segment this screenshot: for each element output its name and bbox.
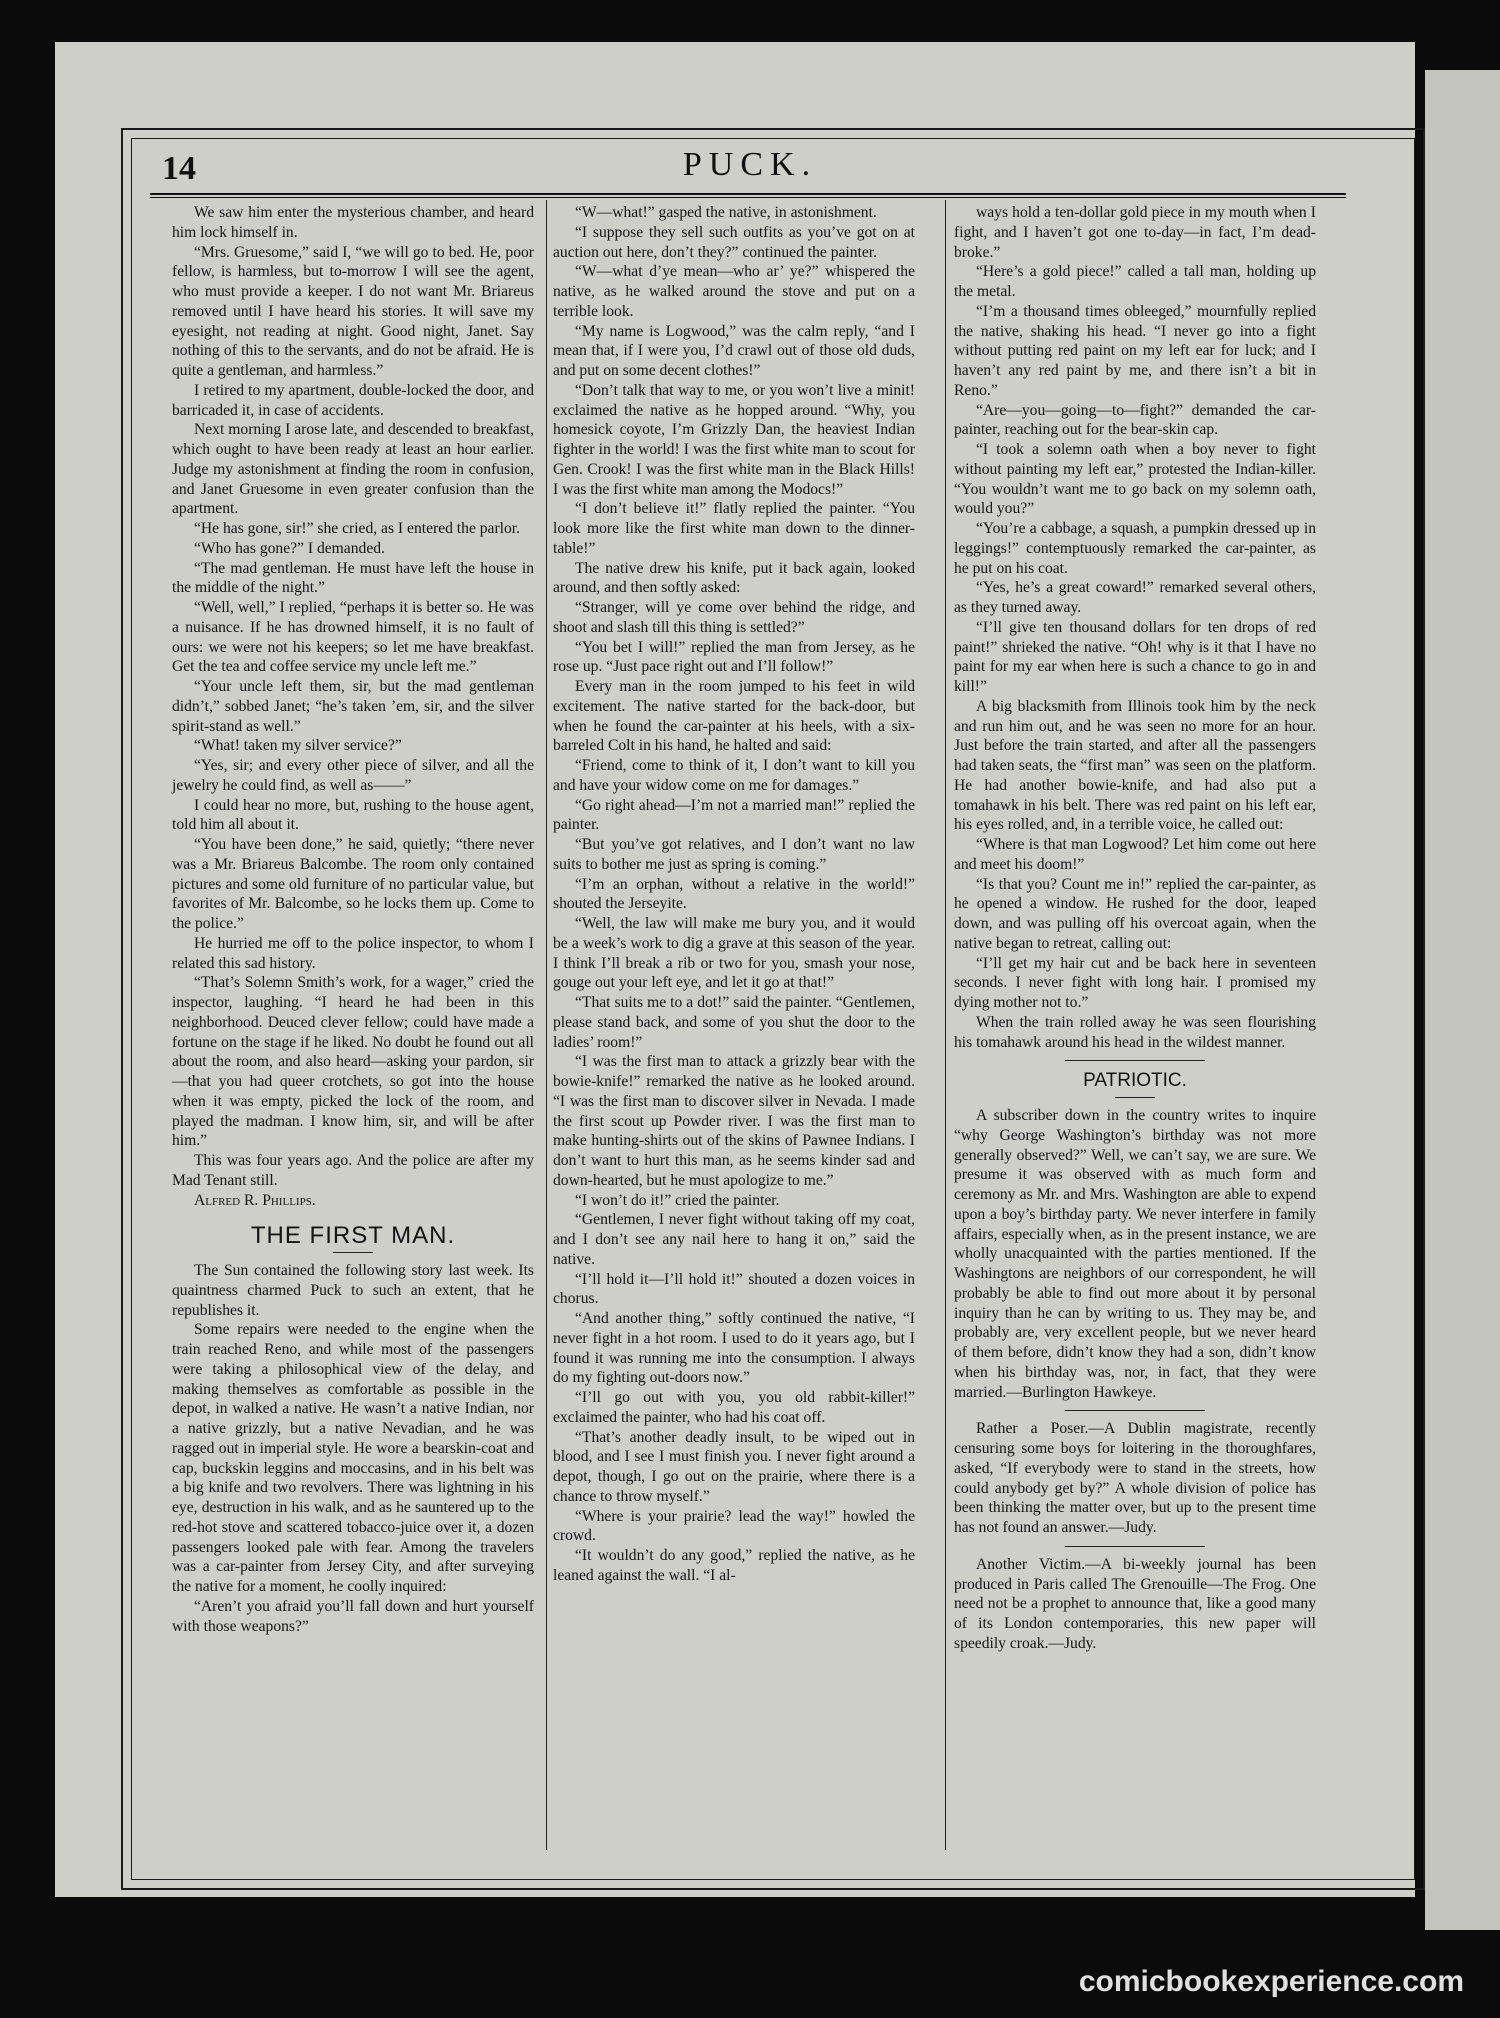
- paragraph: “My name is Logwood,” was the calm reply, “and I mean that, if I were you, I’d crawl out of those old duds, and put on some decent clothes!”: [553, 322, 915, 379]
- paragraph: “Well, well,” I replied, “perhaps it is better so. He was a nuisance. If he has drowned himself, it is no fault of ours: we were not his keepers; so let me have breakfast. Get the tea and coffee service my uncle left me.”: [172, 599, 534, 676]
- patriotic-text: A subscriber down in the country writes to inquire “why George Washington’s birthday was not more generally observed?” Well, we can’t say, we are sure. We presume it was observed with as much form and ceremony as Mr. and Mrs. Washington are able to expend upon a boy’s birthday party. We never interfere in family affairs, especially when, as in the present instance, we are wholly unacquainted with the parties mentioned. If the Washingtons are neighbors of our correspondent, he will probably be able to find out more about it by personal inquiry than he can by writing to us. They may be, and probably are, very excellent people, but we never heard of them before, didn’t know they had a son, didn’t know when his birthday was, nor, in fact, that they were married.—Burlington Hawkeye.: [954, 1107, 1316, 1401]
- paragraph: “Go right ahead—I’m not a married man!” replied the painter.: [553, 796, 915, 834]
- paragraph: A big blacksmith from Illinois took him by the neck and run him out, and he was seen no more for an hour. Just before the train started, and after all the passengers had taken seats, the “first man” was seen on the platform. He had another bowie-knife, and had also put a tomahawk in his belt. There was red paint on his left ear, his eyes rolled, and, in a terrible voice, he called out:: [954, 697, 1316, 834]
- paragraph: “Aren’t you afraid you’ll fall down and hurt yourself with those weapons?”: [172, 1597, 534, 1635]
- paragraph: “Where is that man Logwood? Let him come out here and meet his doom!”: [954, 836, 1316, 873]
- paragraph: “Friend, come to think of it, I don’t want to kill you and have your widow come on me for damages.”: [553, 757, 915, 794]
- paragraph: “I won’t do it!” cried the painter.: [575, 1191, 780, 1209]
- paragraph: The native drew his knife, put it back again, looked around, and then softly asked:: [553, 559, 915, 597]
- header-rule: [150, 193, 1346, 195]
- paragraph: “Here’s a gold piece!” called a tall man, holding up the metal.: [954, 263, 1316, 300]
- header-rule-thin: [150, 197, 1346, 198]
- paragraph: “Are—you—going—to—fight?” demanded the car-painter, reaching out for the bear-skin cap.: [954, 401, 1316, 439]
- column-3: [954, 203, 1316, 1654]
- paragraph: He hurried me off to the police inspector, to whom I related this sad history.: [172, 934, 534, 972]
- paragraph: “Is that you? Count me in!” replied the car-painter, as he opened a window. He rushed for the door, leaped down, and was pulling off his overcoat again, when the native began to retreat, calling out:: [954, 875, 1316, 952]
- another-victim-text: Another Victim.—A bi-weekly journal has been produced in Paris called The Grenouille—The Frog. One need not be a prophet to announce that, like a good many of its London contemporaries, this new paper will speedily croak.—Judy.: [954, 1555, 1316, 1652]
- paragraph: “I’m a thousand times obleeged,” mournfully replied the native, shaking his head. “I never go into a fight without putting red paint on my left ear for luck; and I haven’t any red paint by me, and there isn’t a bit in Reno.”: [954, 302, 1316, 399]
- paragraph: “I was the first man to attack a grizzly bear with the bowie-knife!” remarked the native as he looked around. “I was the first man to discover silver in Nevada. I made the first scout up Powder river. I was the first man to make hunting-shirts out of the skins of Pawnee Indians. I don’t want to hurt this man, as he seems kinder sad and down-hearted, but he must apologize to me.”: [553, 1053, 915, 1189]
- paragraph: “I’ll get my hair cut and be back here in seventeen seconds. I never fight with long hair. I promised my dying mother not to.”: [954, 954, 1316, 1011]
- paragraph: “Well, the law will make me bury you, and it would be a week’s work to dig a grave at this season of the year. I think I’ll break a rib or two for you, smash your nose, gouge out your left eye, and let it go at that!”: [553, 915, 915, 992]
- paragraph: ways hold a ten-dollar gold piece in my mouth when I fight, and I haven’t got one to-day—in fact, I’m dead-broke.”: [954, 204, 1316, 261]
- paragraph: “I’ll give ten thousand dollars for ten drops of red paint!” shrieked the native. “Oh! why is it that I have no paint for my ear when here is such a chance to go in and kill!”: [954, 618, 1316, 695]
- title-rule: [1115, 1097, 1155, 1098]
- paragraph: “Don’t talk that way to me, or you won’t live a minit! exclaimed the native as he hopped around. “Why, you homesick coyote, I’m Grizzly Dan, the heaviest Indian fighter in the world! I was the first white man to scout for Gen. Crook! I was the first white man in the Black Hills! I was the first white man among the Modocs!”: [553, 381, 915, 498]
- paragraph: “Gentlemen, I never fight without taking off my coat, and I don’t see any nail here to hang it on,” said the native.: [553, 1211, 915, 1268]
- paragraph: Next morning I arose late, and descended to breakfast, which ought to have been ready at least an hour earlier. Judge my astonishment at finding the room in confusion, and Janet Gruesome in even greater confusion than the apartment.: [172, 421, 534, 518]
- article-title-first-man: THE FIRST MAN.: [250, 1222, 456, 1250]
- paragraph: “That’s another deadly insult, to be wiped out in blood, and I see I must finish you. I never fight around a depot, though, I go out on the prairie, where there is a chance to throw myself.”: [553, 1428, 915, 1505]
- paragraph: “I don’t believe it!” flatly replied the painter. “You look more like the first white man down to the dinner-table!”: [553, 500, 915, 557]
- article-title-patriotic: PATRIOTIC.: [1083, 1070, 1187, 1092]
- adjacent-page-edge: [1425, 70, 1500, 1930]
- paragraph: “Stranger, will ye come over behind the ridge, and shoot and slash till this thing is settled?”: [553, 599, 915, 636]
- paragraph: We saw him enter the mysterious chamber, and heard him lock himself in.: [172, 204, 534, 241]
- masthead-title: PUCK.: [682, 146, 818, 183]
- watermark-text: comicbookexperience.com: [1078, 1965, 1464, 1998]
- paragraph: “Yes, he’s a great coward!” remarked several others, as they turned away.: [954, 579, 1316, 616]
- paragraph: “Mrs. Gruesome,” said I, “we will go to bed. He, poor fellow, is harmless, but to-morrow I will see the agent, who must provide a keeper. I do not want Mr. Briareus removed until I have heard his stories. It will save my eyesight, not reading at night. Good night, Janet. Say nothing of this to the servants, and do not be afraid. He is quite a gentleman, and harmless.”: [172, 243, 534, 379]
- paragraph: “I took a solemn oath when a boy never to fight without painting my left ear,” protested the Indian-killer. “You wouldn’t want me to go back on my solemn oath, would you?”: [954, 441, 1316, 518]
- section-rule: [1065, 1060, 1205, 1061]
- paragraph: Some repairs were needed to the engine when the train reached Reno, and while most of the passengers were taking a philosophical view of the delay, and making themselves as comfortable as possible in the depot, in walked a native. He wasn’t a native Indian, nor a native grizzly, but a native Nevadian, and he was ragged out in imperial style. He wore a bearskin-coat and cap, buckskin leggins and moccasins, and in his belt was a big knife and two revolvers. There was lightning in his eye, destruction in his walk, and as he sauntered up to the red-hot stove and scattered tobacco-juice over it, a dozen passengers looked pale with fear. Among the travelers was a car-painter from Jersey City, and after surveying the native for a moment, he coolly inquired:: [172, 1321, 534, 1595]
- paragraph: “It wouldn’t do any good,” replied the native, as he leaned against the wall. “I al-: [553, 1547, 915, 1584]
- mad-tenant-continued: [172, 203, 534, 1210]
- paragraph: “W—what d’ye mean—who ar’ ye?” whispered the native, as he walked around the stove and put on a terrible look.: [553, 263, 915, 320]
- paragraph: Every man in the room jumped to his feet in wild excitement. The native started for the back-door, but when he found the car-painter at his heels, with a six-barreled Colt in his hand, he halted and said:: [553, 678, 915, 755]
- paragraph: “Who has gone?” I demanded.: [194, 539, 385, 557]
- paragraph: “And another thing,” softly continued the native, “I never fight in a hot room. I used to do it years ago, but I found it was running me into the consumption. I always do my fighting out-doors now.”: [553, 1310, 915, 1387]
- paragraph: “That suits me to a dot!” said the painter. “Gentlemen, please stand back, and some of you shut the door to the ladies’ room!”: [553, 994, 915, 1051]
- author-signature: Alfred R. Phillips.: [194, 1191, 316, 1209]
- title-rule: [333, 1252, 373, 1253]
- paragraph: “I’ll go out with you, you old rabbit-killer!” exclaimed the painter, who had his coat off.: [553, 1389, 915, 1426]
- column-1: [172, 203, 534, 1636]
- paragraph: This was four years ago. And the police are after my Mad Tenant still.: [172, 1152, 534, 1189]
- paragraph: “I’ll hold it—I’ll hold it!” shouted a dozen voices in chorus.: [553, 1270, 915, 1308]
- paragraph: The Sun contained the following story last week. Its quaintness charmed Puck to such an extent, that he republishes it.: [172, 1262, 534, 1319]
- paragraph: “You have been done,” he said, quietly; “there never was a Mr. Briareus Balcombe. The room only contained pictures and some old furniture of no particular value, but favorites of Mr. Balcombe, so he locks them up. Come to the police.”: [172, 836, 534, 932]
- paragraph: “He has gone, sir!” she cried, as I entered the parlor.: [194, 520, 521, 537]
- paragraph: “I’m an orphan, without a relative in the world!” shouted the Jerseyite.: [553, 875, 915, 913]
- paragraph: When the train rolled away he was seen flourishing his tomahawk around his head in the wildest manner.: [954, 1013, 1316, 1051]
- paragraph: “You’re a cabbage, a squash, a pumpkin dressed up in leggings!” contemptuously remarked the car-painter, as he put on his coat.: [954, 520, 1316, 577]
- section-rule: [1065, 1410, 1205, 1411]
- page-number: 14: [162, 150, 196, 187]
- paragraph: “What! taken my silver service?”: [194, 737, 402, 755]
- section-rule: [1065, 1546, 1205, 1547]
- rather-a-poser-text: Rather a Poser.—A Dublin magistrate, recently censuring some boys for loitering in the thoroughfares, asked, “If everybody were to stand in the streets, how could anybody get by?” A whole division of police has been thinking the matter over, but up to the present time has not found an answer.—Judy.: [954, 1420, 1316, 1536]
- paragraph: “You bet I will!” replied the man from Jersey, as he rose up. “Just pace right out and I’ll follow!”: [553, 638, 915, 676]
- column-2: [553, 203, 915, 1586]
- paragraph: “W—what!” gasped the native, in astonishment.: [575, 204, 877, 221]
- paragraph: I retired to my apartment, double-locked the door, and barricaded it, in case of accidents.: [172, 381, 534, 419]
- paragraph: “That’s Solemn Smith’s work, for a wager,” cried the inspector, laughing. “I heard he had been in this neighborhood. Deuced clever fellow; could have made a fortune on the stage if he liked. No doubt he found out all about the room, and also heard—asking your pardon, sir—that you had queer crotchets, so got into the house when it was empty, picked the lock of the room, and played the madman. I know him, sir, and will be after him.”: [172, 974, 534, 1150]
- paragraph: “The mad gentleman. He must have left the house in the middle of the night.”: [172, 559, 534, 597]
- first-man-article: [172, 1261, 534, 1636]
- column-divider-2: [945, 200, 946, 1850]
- paragraph: I could hear no more, but, rushing to the house agent, told him all about it.: [172, 796, 534, 834]
- paragraph: “But you’ve got relatives, and I don’t want no law suits to bother me just as spring is coming.”: [553, 836, 915, 873]
- paragraph: “Yes, sir; and every other piece of silver, and all the jewelry he could find, as well as——”: [172, 757, 534, 794]
- paragraph: “I suppose they sell such outfits as you’ve got on at auction out here, don’t they?” continued the painter.: [553, 223, 915, 261]
- column-divider-1: [546, 200, 547, 1850]
- paragraph: “Where is your prairie? lead the way!” howled the crowd.: [553, 1507, 915, 1545]
- paragraph: “Your uncle left them, sir, but the mad gentleman didn’t,” sobbed Janet; “he’s taken ’em, sir, and the silver spirit-stand as well.”: [172, 678, 534, 735]
